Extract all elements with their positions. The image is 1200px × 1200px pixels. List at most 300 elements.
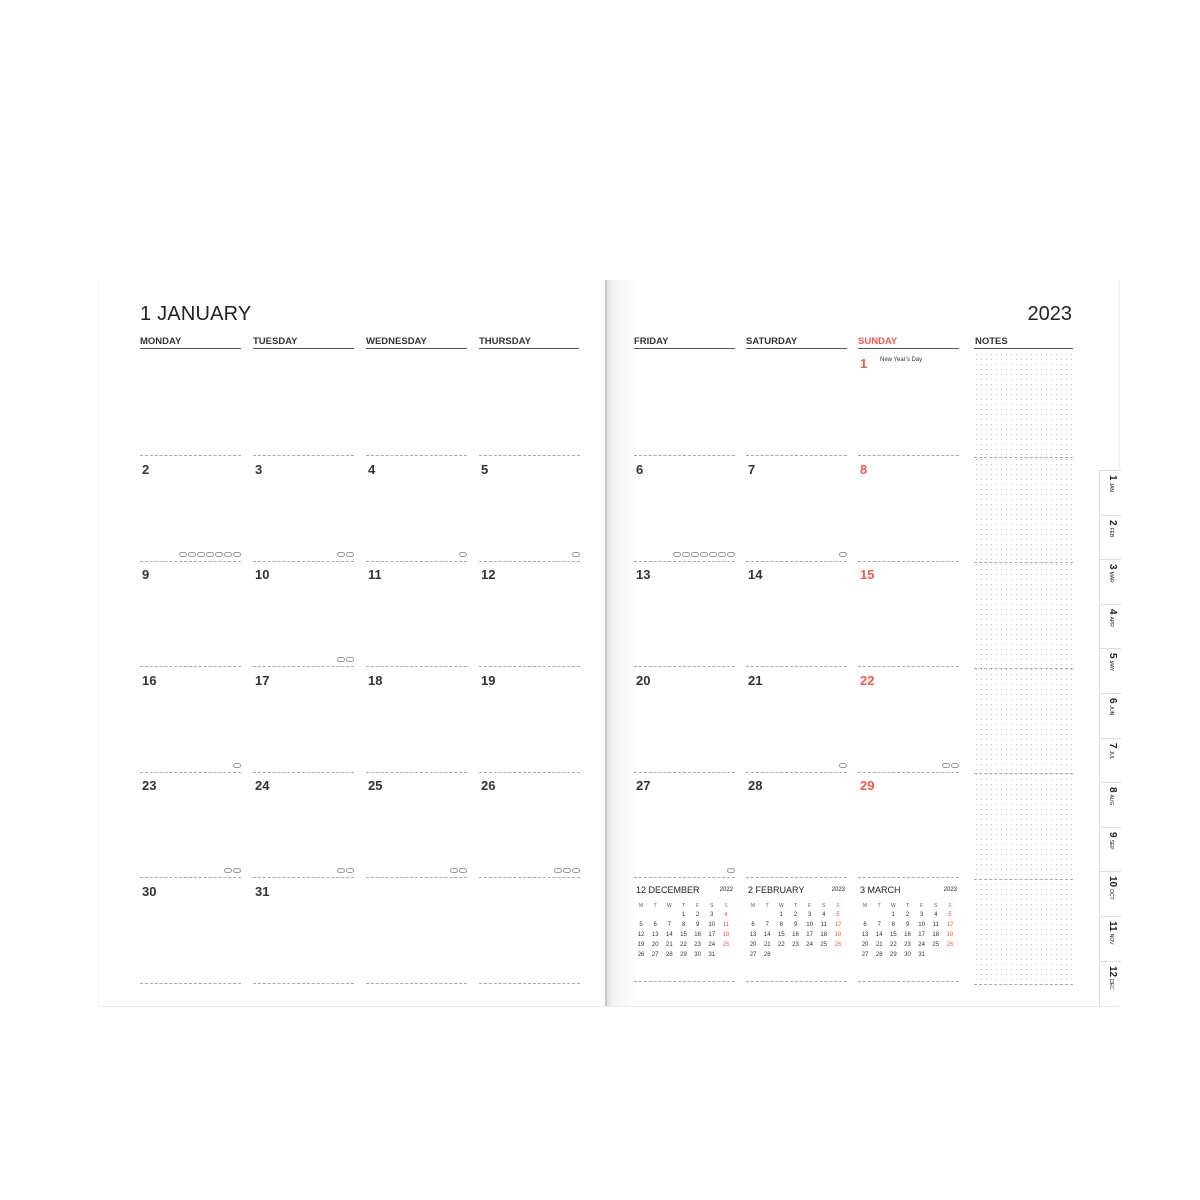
mini-day [634, 910, 648, 920]
day-cell[interactable] [479, 563, 580, 667]
moon-phase-markers [553, 868, 580, 873]
day-cell[interactable] [253, 774, 354, 878]
mini-day: 18 [932, 932, 940, 938]
mini-day: 26 [834, 942, 842, 948]
mini-day: 13 [651, 932, 659, 938]
mini-day [788, 950, 802, 960]
moon-phase-markers [232, 763, 241, 768]
moon-phase-icon [839, 552, 847, 557]
moon-phase-icon [233, 763, 241, 768]
day-cell-divider [858, 455, 959, 456]
year-label: 2023 [1027, 303, 1072, 325]
moon-phase-icon [572, 868, 580, 873]
mini-weekday: F [808, 903, 812, 909]
mini-day: 24 [806, 942, 813, 948]
moon-phase-icon [337, 868, 345, 873]
day-cell-divider [140, 666, 241, 667]
month-tab[interactable] [1099, 515, 1121, 559]
day-cell[interactable] [366, 774, 467, 878]
mini-day [648, 910, 662, 920]
day-cell[interactable] [479, 352, 580, 456]
month-tab-abbr: MAR [1108, 571, 1114, 583]
mini-day: 15 [778, 932, 785, 938]
mini-calendar-week [634, 950, 733, 960]
day-cell-divider [746, 455, 847, 456]
month-tab[interactable] [1099, 827, 1121, 871]
mini-day: 30 [904, 952, 911, 958]
mini-calendar-table [746, 902, 845, 960]
mini-day: 28 [875, 952, 883, 958]
month-tab-label: 1JAN [1107, 475, 1118, 493]
mini-day: 7 [765, 922, 769, 928]
day-cell-divider [366, 561, 467, 562]
day-cell[interactable] [253, 669, 354, 773]
day-cell-divider [746, 561, 847, 562]
month-tab[interactable] [1099, 693, 1121, 737]
mini-day [929, 950, 943, 960]
month-tab[interactable] [1099, 559, 1121, 603]
mini-day [774, 950, 788, 960]
mini-day: 14 [875, 932, 883, 938]
mini-day [760, 910, 774, 920]
notes-divider [974, 773, 1073, 774]
day-cell-divider [366, 772, 467, 773]
mini-day: 8 [891, 922, 896, 928]
day-cell[interactable] [366, 458, 467, 562]
day-cell[interactable] [253, 880, 354, 984]
moon-phase-markers [726, 868, 735, 873]
notes-header: NOTES [975, 336, 1008, 347]
mini-day: 24 [918, 942, 925, 948]
moon-phase-icon [563, 868, 571, 873]
day-cell[interactable] [746, 352, 847, 456]
month-tab-abbr: JUN [1108, 705, 1114, 716]
moon-phase-markers [223, 868, 241, 873]
moon-phase-markers [336, 868, 354, 873]
holiday-label: New Year's Day [880, 357, 923, 363]
month-title: 1 JANUARY [140, 303, 252, 325]
month-tab[interactable] [1099, 782, 1121, 826]
mini-day [719, 950, 733, 960]
mini-day [858, 910, 872, 920]
mini-day: 2 [695, 912, 700, 918]
mini-weekday: S [822, 903, 826, 909]
month-tab-label: 11NOV [1107, 921, 1118, 945]
mini-day: 9 [905, 922, 910, 928]
day-cell[interactable] [253, 352, 354, 456]
moon-phase-markers [336, 657, 354, 662]
mini-day: 1 [891, 912, 896, 918]
moon-phase-icon [942, 763, 950, 768]
day-cell[interactable] [253, 458, 354, 562]
moon-phase-markers [449, 868, 467, 873]
mini-calendar-week [746, 920, 845, 930]
mini-day [662, 910, 676, 920]
mini-day: 22 [778, 942, 785, 948]
mini-day: 10 [708, 922, 716, 928]
mini-weekday: F [696, 903, 700, 909]
month-tab[interactable] [1099, 648, 1121, 692]
moon-phase-icon [673, 552, 681, 557]
day-cell[interactable] [634, 563, 735, 667]
day-cell-divider [634, 455, 735, 456]
weekday-header-rule [858, 348, 959, 349]
mini-day [943, 950, 957, 960]
mini-day: 28 [666, 952, 673, 958]
mini-weekday: M [862, 903, 868, 909]
day-number: 23 [142, 778, 157, 793]
day-cell[interactable] [366, 563, 467, 667]
moon-phase-markers [458, 552, 467, 557]
mini-day: 9 [793, 922, 798, 928]
day-cell[interactable] [858, 352, 959, 456]
month-tab-label: 10OCT [1107, 876, 1118, 901]
day-cell-divider [479, 772, 580, 773]
mini-calendar-divider [746, 981, 847, 982]
day-number: 26 [481, 778, 496, 793]
mini-day: 14 [666, 932, 673, 938]
day-cell-divider [140, 561, 241, 562]
month-tab-abbr: OCT [1108, 889, 1114, 901]
mini-day: 16 [792, 932, 799, 938]
mini-weekday: F [920, 903, 924, 909]
day-number: 11 [368, 567, 382, 582]
day-number: 6 [636, 461, 644, 477]
moon-phase-icon [337, 552, 345, 557]
day-cell-divider [858, 561, 959, 562]
weekday-header-rule [746, 348, 847, 349]
mini-calendar-title: 2 FEBRUARY [748, 885, 805, 895]
day-cell[interactable] [140, 880, 241, 984]
mini-day: 30 [694, 952, 701, 958]
mini-weekday: S [948, 903, 952, 909]
day-cell[interactable] [634, 352, 735, 456]
notes-divider [974, 457, 1073, 458]
day-cell-divider [366, 983, 467, 984]
mini-weekday: S [724, 903, 728, 909]
mini-weekday: M [638, 903, 644, 909]
moon-phase-icon [554, 868, 562, 873]
mini-day: 12 [946, 922, 954, 928]
mini-day [831, 950, 845, 960]
moon-phase-icon [346, 552, 354, 557]
mini-day: 17 [806, 932, 813, 938]
day-cell-divider [253, 772, 354, 773]
mini-day: 26 [946, 942, 954, 948]
day-cell-divider [253, 877, 354, 878]
mini-weekday: W [778, 903, 784, 909]
day-cell-divider [253, 666, 354, 667]
day-cell[interactable] [858, 563, 959, 667]
month-tab[interactable] [1099, 961, 1121, 1005]
notes-divider [974, 984, 1073, 985]
moon-phase-icon [337, 657, 345, 662]
moon-phase-icon [346, 657, 354, 662]
moon-phase-icon [179, 552, 187, 557]
mini-day: 4 [934, 912, 938, 918]
month-tab[interactable] [1099, 604, 1121, 648]
month-tab-abbr: SEP [1108, 839, 1114, 850]
mini-day: 17 [708, 932, 716, 938]
day-number: 17 [255, 672, 270, 688]
mini-day [746, 910, 760, 920]
mini-day: 6 [863, 922, 867, 928]
day-number: 27 [636, 778, 651, 793]
weekday-header: FRIDAY [634, 336, 669, 347]
moon-phase-icon [727, 868, 735, 873]
day-number: 13 [636, 567, 651, 582]
day-cell[interactable] [634, 669, 735, 773]
day-cell[interactable] [746, 669, 847, 773]
month-tab-label: 6JUN [1107, 698, 1118, 716]
mini-weekday: T [765, 903, 769, 909]
mini-calendar-week [746, 950, 845, 960]
mini-day: 18 [722, 932, 730, 938]
mini-day: 1 [681, 912, 686, 918]
day-number: 1 [860, 356, 868, 371]
moon-phase-markers [941, 763, 959, 768]
mini-weekday: S [934, 903, 938, 909]
month-tab-label: 4APR [1107, 608, 1118, 627]
day-cell-divider [366, 877, 467, 878]
mini-calendar-divider [634, 981, 735, 982]
month-tab[interactable] [1099, 738, 1121, 782]
mini-day: 13 [749, 932, 757, 938]
mini-day: 3 [919, 912, 924, 918]
mini-calendar-week [634, 940, 733, 950]
month-tabs [1099, 470, 1121, 1006]
mini-day: 5 [836, 912, 840, 918]
day-cell[interactable] [140, 458, 241, 562]
day-cell[interactable] [366, 669, 467, 773]
month-tab-label: 8AUG [1107, 787, 1118, 806]
day-cell-divider [746, 772, 847, 773]
mini-day: 17 [918, 932, 925, 938]
mini-weekday: T [905, 903, 910, 909]
day-cell-divider [858, 877, 959, 878]
month-tab-abbr: DEC [1108, 978, 1114, 990]
mini-day: 8 [779, 922, 784, 928]
mini-day: 19 [946, 932, 954, 938]
mini-day: 29 [890, 952, 897, 958]
mini-calendar-year: 2023 [943, 887, 957, 893]
mini-calendar-week [858, 910, 957, 920]
day-cell[interactable] [634, 774, 735, 878]
month-tab-label: 3MAR [1107, 564, 1118, 583]
moon-phase-icon [197, 552, 205, 557]
mini-day: 31 [708, 952, 716, 958]
mini-day: 25 [932, 942, 940, 948]
moon-phase-markers [571, 552, 580, 557]
moon-phase-icon [224, 552, 232, 557]
mini-day: 24 [708, 942, 716, 948]
mini-day: 25 [722, 942, 730, 948]
day-cell[interactable] [858, 774, 959, 878]
weekday-header-rule [634, 348, 735, 349]
mini-day: 4 [822, 912, 826, 918]
mini-day [803, 950, 817, 960]
day-number: 14 [748, 567, 763, 582]
mini-day: 21 [875, 942, 883, 948]
moon-phase-icon [450, 868, 458, 873]
mini-weekday: T [793, 903, 798, 909]
mini-day: 12 [834, 922, 842, 928]
day-cell-divider [366, 666, 467, 667]
weekday-header-rule [253, 348, 354, 349]
mini-calendar-week [858, 920, 957, 930]
day-cell-divider [634, 877, 735, 878]
moon-phase-icon [727, 552, 735, 557]
day-number: 31 [255, 883, 270, 899]
day-cell-divider [140, 983, 241, 984]
day-cell-divider [746, 877, 847, 878]
mini-day: 11 [820, 922, 827, 928]
mini-calendar-table [634, 902, 733, 960]
day-cell-divider [479, 455, 580, 456]
moon-phase-icon [215, 552, 223, 557]
mini-day: 14 [763, 932, 771, 938]
day-number: 9 [142, 567, 150, 582]
day-number: 20 [636, 672, 651, 688]
mini-day: 26 [637, 952, 645, 958]
day-cell[interactable] [746, 563, 847, 667]
mini-calendar-title: 12 DECEMBER [636, 885, 700, 895]
mini-calendar-title: 3 MARCH [860, 885, 901, 895]
day-cell[interactable] [140, 352, 241, 456]
day-cell-divider [479, 877, 580, 878]
month-tab-abbr: MAY [1108, 660, 1114, 672]
day-number: 4 [368, 461, 376, 477]
day-number: 30 [142, 883, 157, 899]
day-cell-divider [253, 983, 354, 984]
day-cell-divider [634, 772, 735, 773]
day-cell[interactable] [140, 669, 241, 773]
day-number: 21 [748, 672, 763, 688]
day-number: 29 [860, 778, 875, 793]
day-cell[interactable] [140, 774, 241, 878]
weekday-header: THURSDAY [479, 336, 531, 347]
moon-phase-icon [206, 552, 214, 557]
day-number: 24 [255, 778, 270, 793]
month-tab-abbr: JUL [1108, 750, 1114, 760]
day-cell[interactable] [858, 669, 959, 773]
day-cell[interactable] [479, 880, 580, 984]
month-tab-label: 5MAY [1107, 653, 1118, 672]
month-tab-label: 12DEC [1107, 965, 1118, 990]
mini-calendar-year: 2023 [831, 887, 845, 893]
mini-calendar-week [746, 910, 845, 920]
moon-phase-markers [336, 552, 354, 557]
day-cell[interactable] [746, 458, 847, 562]
moon-phase-icon [233, 868, 241, 873]
weekday-header: MONDAY [140, 336, 182, 347]
day-cell[interactable] [479, 669, 580, 773]
month-tab[interactable] [1099, 871, 1121, 915]
mini-day: 20 [861, 942, 869, 948]
mini-day: 25 [820, 942, 828, 948]
mini-calendar [746, 882, 847, 982]
day-number: 19 [481, 672, 496, 688]
month-tab[interactable] [1099, 470, 1121, 514]
mini-weekday: M [750, 903, 756, 909]
weekday-header-rule [366, 348, 467, 349]
mini-day: 22 [890, 942, 897, 948]
mini-day: 29 [680, 952, 687, 958]
day-number: 2 [142, 461, 150, 477]
day-cell[interactable] [479, 774, 580, 878]
mini-calendar-year: 2022 [719, 887, 733, 893]
moon-phase-markers [838, 552, 847, 557]
day-cell-divider [634, 666, 735, 667]
day-cell[interactable] [634, 458, 735, 562]
weekday-header-rule [140, 348, 241, 349]
month-tab-abbr: FEB [1108, 527, 1114, 537]
mini-calendar-weekdays [634, 902, 733, 910]
mini-day: 27 [861, 952, 869, 958]
mini-day: 15 [890, 932, 897, 938]
moon-phase-icon [224, 868, 232, 873]
mini-day: 16 [904, 932, 911, 938]
moon-phase-icon [346, 868, 354, 873]
day-number: 22 [860, 672, 875, 688]
mini-day: 2 [793, 912, 798, 918]
day-cell[interactable] [253, 563, 354, 667]
day-number: 28 [748, 778, 763, 793]
notes-divider [974, 562, 1073, 563]
month-tab[interactable] [1099, 916, 1121, 960]
month-tab-label: 9SEP [1107, 831, 1118, 850]
day-number: 3 [255, 461, 263, 477]
day-cell[interactable] [746, 774, 847, 878]
moon-phase-icon [233, 552, 241, 557]
notes-header-rule [974, 348, 1073, 349]
day-cell-divider [253, 455, 354, 456]
day-cell-divider [140, 877, 241, 878]
planner-spine [605, 280, 607, 1006]
day-cell[interactable] [479, 458, 580, 562]
month-tab-abbr: NOV [1108, 933, 1114, 945]
mini-calendar-divider [858, 981, 959, 982]
moon-phase-icon [951, 763, 959, 768]
mini-day: 27 [651, 952, 659, 958]
notes-divider [974, 668, 1073, 669]
moon-phase-icon [700, 552, 708, 557]
mini-day: 23 [904, 942, 911, 948]
mini-day: 28 [763, 952, 771, 958]
mini-day: 2 [905, 912, 910, 918]
notes-divider [974, 879, 1073, 880]
mini-day: 13 [861, 932, 869, 938]
mini-day: 3 [807, 912, 812, 918]
day-cell-divider [479, 666, 580, 667]
day-cell[interactable] [140, 563, 241, 667]
moon-phase-icon [718, 552, 726, 557]
mini-day: 8 [681, 922, 686, 928]
mini-calendar-week [634, 920, 733, 930]
moon-phase-markers [838, 763, 847, 768]
moon-phase-icon [459, 868, 467, 873]
mini-day: 10 [918, 922, 925, 928]
mini-day: 11 [722, 922, 730, 928]
day-number: 18 [368, 672, 383, 688]
day-cell[interactable] [858, 458, 959, 562]
day-cell[interactable] [366, 352, 467, 456]
day-number: 25 [368, 778, 383, 793]
day-cell[interactable] [366, 880, 467, 984]
mini-weekday: T [877, 903, 881, 909]
mini-calendar-week [746, 940, 845, 950]
mini-day: 18 [820, 932, 828, 938]
